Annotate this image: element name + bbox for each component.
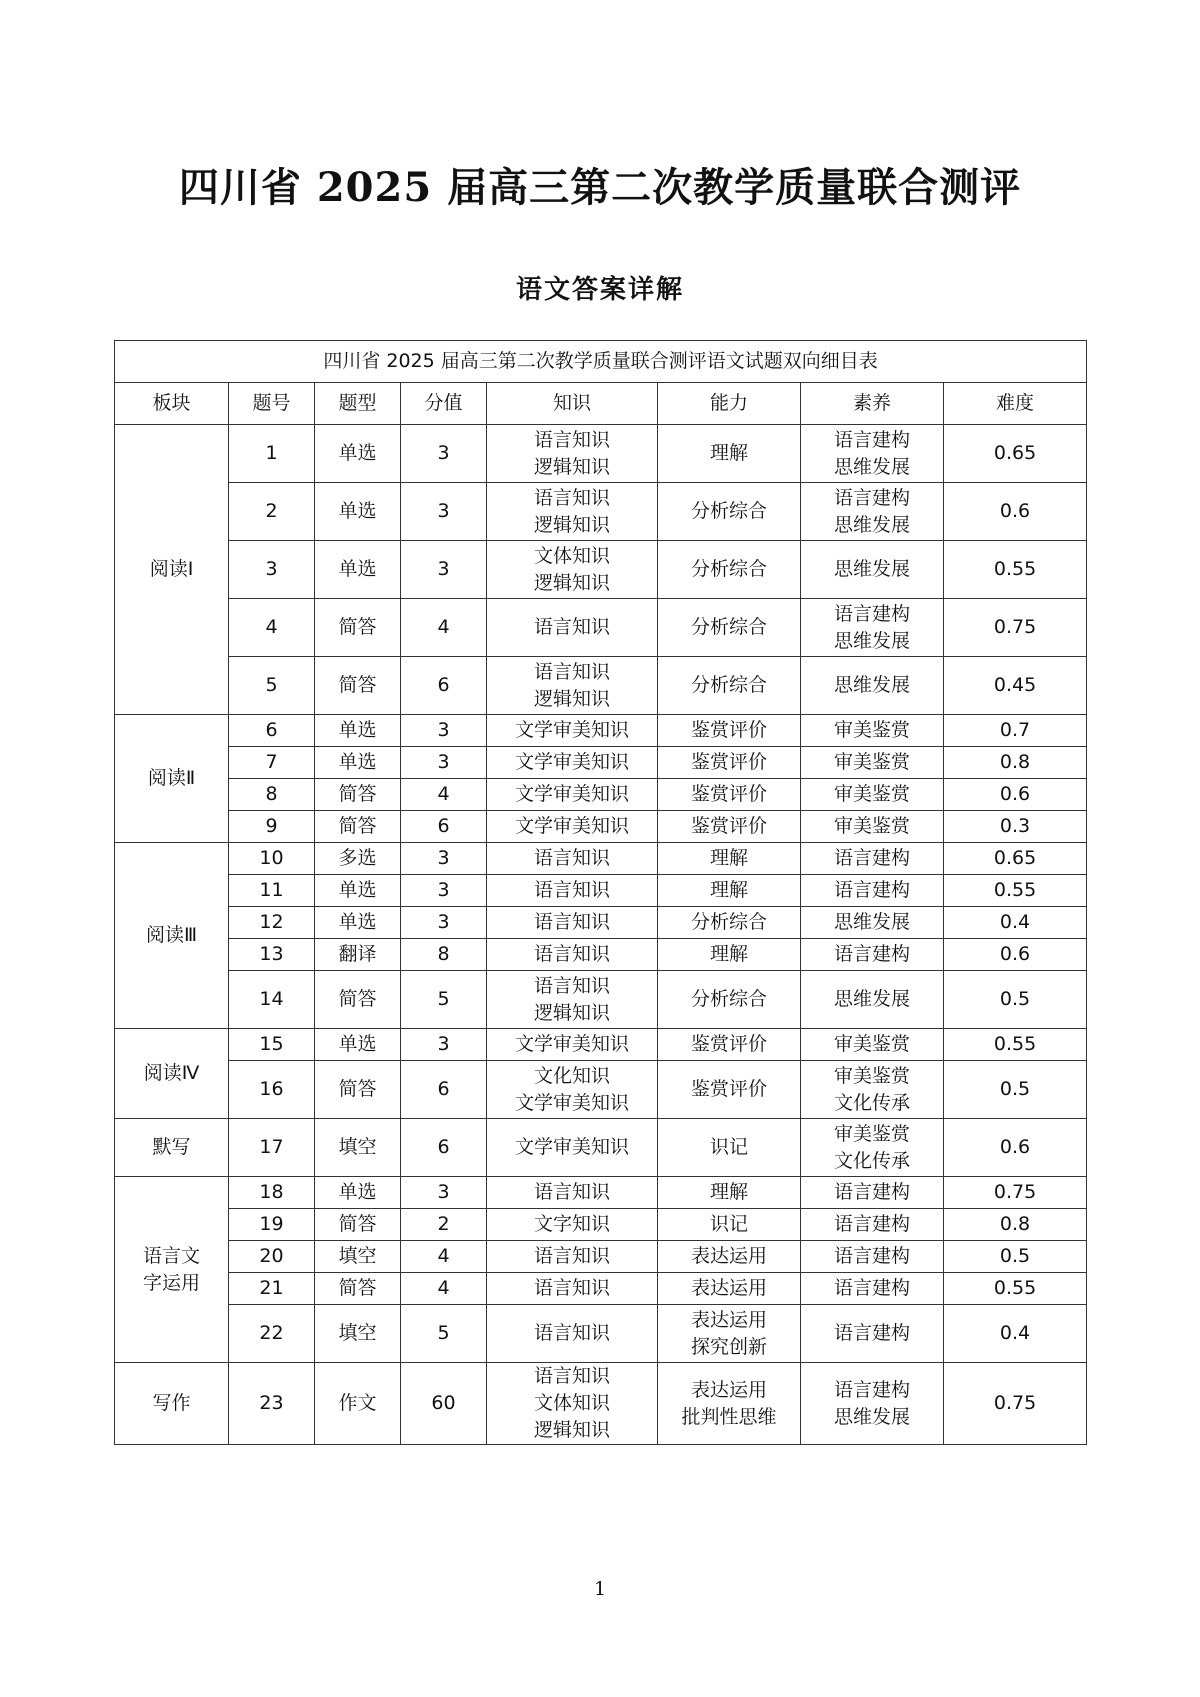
ability-cell: 鉴赏评价	[658, 1061, 801, 1119]
question-type-cell: 单选	[315, 747, 401, 779]
knowledge-cell: 文体知识 逻辑知识	[487, 541, 658, 599]
difficulty-cell: 0.4	[944, 907, 1087, 939]
knowledge-cell: 语言知识	[487, 939, 658, 971]
question-no-cell: 11	[229, 875, 315, 907]
specification-table	[114, 340, 1087, 1445]
question-no-cell: 2	[229, 483, 315, 541]
difficulty-cell: 0.65	[944, 843, 1087, 875]
difficulty-cell: 0.8	[944, 1209, 1087, 1241]
ability-cell: 表达运用 批判性思维	[658, 1363, 801, 1445]
question-no-cell: 15	[229, 1029, 315, 1061]
question-type-cell: 单选	[315, 715, 401, 747]
score-cell: 4	[401, 599, 487, 657]
difficulty-cell: 0.55	[944, 1273, 1087, 1305]
ability-cell: 鉴赏评价	[658, 747, 801, 779]
table-row	[115, 1029, 1087, 1061]
table-row	[115, 875, 1087, 907]
literacy-cell: 语言建构	[801, 1305, 944, 1363]
knowledge-cell: 文学审美知识	[487, 1119, 658, 1177]
score-cell: 2	[401, 1209, 487, 1241]
question-type-cell: 单选	[315, 875, 401, 907]
question-type-cell: 简答	[315, 811, 401, 843]
table-row	[115, 939, 1087, 971]
question-no-cell: 10	[229, 843, 315, 875]
literacy-cell: 审美鉴赏	[801, 779, 944, 811]
knowledge-cell: 语言知识	[487, 599, 658, 657]
difficulty-cell: 0.5	[944, 1061, 1087, 1119]
difficulty-cell: 0.75	[944, 1363, 1087, 1445]
difficulty-cell: 0.65	[944, 425, 1087, 483]
question-type-cell: 单选	[315, 425, 401, 483]
knowledge-cell: 语言知识	[487, 1273, 658, 1305]
knowledge-cell: 语言知识	[487, 875, 658, 907]
table-row	[115, 779, 1087, 811]
question-no-cell: 14	[229, 971, 315, 1029]
section-cell: 阅读Ⅰ	[115, 425, 229, 715]
literacy-cell: 思维发展	[801, 657, 944, 715]
score-cell: 3	[401, 483, 487, 541]
question-type-cell: 简答	[315, 1273, 401, 1305]
score-cell: 3	[401, 715, 487, 747]
question-no-cell: 9	[229, 811, 315, 843]
literacy-cell: 思维发展	[801, 907, 944, 939]
knowledge-cell: 文学审美知识	[487, 779, 658, 811]
score-cell: 8	[401, 939, 487, 971]
score-cell: 3	[401, 843, 487, 875]
section-cell: 默写	[115, 1119, 229, 1177]
question-no-cell: 22	[229, 1305, 315, 1363]
ability-cell: 识记	[658, 1119, 801, 1177]
table-row	[115, 1273, 1087, 1305]
ability-cell: 分析综合	[658, 541, 801, 599]
difficulty-cell: 0.55	[944, 875, 1087, 907]
literacy-cell: 审美鉴赏	[801, 715, 944, 747]
knowledge-cell: 语言知识	[487, 1177, 658, 1209]
table-row	[115, 1363, 1087, 1445]
header-difficulty: 难度	[944, 383, 1087, 425]
section-cell: 语言文 字运用	[115, 1177, 229, 1363]
question-type-cell: 简答	[315, 779, 401, 811]
table-row	[115, 483, 1087, 541]
score-cell: 6	[401, 811, 487, 843]
difficulty-cell: 0.3	[944, 811, 1087, 843]
question-no-cell: 18	[229, 1177, 315, 1209]
table-row	[115, 541, 1087, 599]
literacy-cell: 语言建构	[801, 939, 944, 971]
score-cell: 3	[401, 541, 487, 599]
knowledge-cell: 文化知识 文学审美知识	[487, 1061, 658, 1119]
table-row	[115, 747, 1087, 779]
score-cell: 3	[401, 425, 487, 483]
question-type-cell: 填空	[315, 1119, 401, 1177]
question-no-cell: 5	[229, 657, 315, 715]
header-question-no: 题号	[229, 383, 315, 425]
section-cell: 阅读Ⅲ	[115, 843, 229, 1029]
difficulty-cell: 0.4	[944, 1305, 1087, 1363]
ability-cell: 表达运用 探究创新	[658, 1305, 801, 1363]
difficulty-cell: 0.75	[944, 599, 1087, 657]
difficulty-cell: 0.6	[944, 483, 1087, 541]
score-cell: 3	[401, 1029, 487, 1061]
difficulty-cell: 0.55	[944, 1029, 1087, 1061]
table-row	[115, 811, 1087, 843]
literacy-cell: 语言建构	[801, 1241, 944, 1273]
ability-cell: 鉴赏评价	[658, 811, 801, 843]
difficulty-cell: 0.45	[944, 657, 1087, 715]
difficulty-cell: 0.6	[944, 939, 1087, 971]
literacy-cell: 语言建构	[801, 875, 944, 907]
ability-cell: 表达运用	[658, 1273, 801, 1305]
literacy-cell: 思维发展	[801, 971, 944, 1029]
header-ability: 能力	[658, 383, 801, 425]
question-no-cell: 23	[229, 1363, 315, 1445]
table-row	[115, 657, 1087, 715]
difficulty-cell: 0.75	[944, 1177, 1087, 1209]
knowledge-cell: 语言知识 逻辑知识	[487, 483, 658, 541]
table-caption-row	[115, 341, 1087, 383]
question-type-cell: 单选	[315, 1029, 401, 1061]
score-cell: 3	[401, 875, 487, 907]
ability-cell: 分析综合	[658, 657, 801, 715]
knowledge-cell: 文字知识	[487, 1209, 658, 1241]
score-cell: 6	[401, 1119, 487, 1177]
question-type-cell: 多选	[315, 843, 401, 875]
score-cell: 60	[401, 1363, 487, 1445]
document-subtitle: 语文答案详解	[515, 275, 684, 305]
knowledge-cell: 语言知识 逻辑知识	[487, 657, 658, 715]
literacy-cell: 审美鉴赏 文化传承	[801, 1119, 944, 1177]
header-literacy: 素养	[801, 383, 944, 425]
table-row	[115, 971, 1087, 1029]
knowledge-cell: 语言知识	[487, 1305, 658, 1363]
literacy-cell: 审美鉴赏 文化传承	[801, 1061, 944, 1119]
question-type-cell: 单选	[315, 541, 401, 599]
score-cell: 3	[401, 1177, 487, 1209]
score-cell: 3	[401, 747, 487, 779]
table-row	[115, 1119, 1087, 1177]
difficulty-cell: 0.7	[944, 715, 1087, 747]
literacy-cell: 思维发展	[801, 541, 944, 599]
question-type-cell: 填空	[315, 1241, 401, 1273]
ability-cell: 表达运用	[658, 1241, 801, 1273]
question-type-cell: 作文	[315, 1363, 401, 1445]
question-type-cell: 简答	[315, 599, 401, 657]
question-no-cell: 19	[229, 1209, 315, 1241]
literacy-cell: 语言建构	[801, 843, 944, 875]
literacy-cell: 语言建构 思维发展	[801, 483, 944, 541]
section-cell: 阅读Ⅳ	[115, 1029, 229, 1119]
question-type-cell: 填空	[315, 1305, 401, 1363]
ability-cell: 鉴赏评价	[658, 1029, 801, 1061]
table-row	[115, 907, 1087, 939]
difficulty-cell: 0.8	[944, 747, 1087, 779]
header-score: 分值	[401, 383, 487, 425]
knowledge-cell: 语言知识 逻辑知识	[487, 425, 658, 483]
section-cell: 阅读Ⅱ	[115, 715, 229, 843]
difficulty-cell: 0.5	[944, 971, 1087, 1029]
question-no-cell: 20	[229, 1241, 315, 1273]
table-row	[115, 715, 1087, 747]
knowledge-cell: 文学审美知识	[487, 1029, 658, 1061]
difficulty-cell: 0.5	[944, 1241, 1087, 1273]
header-knowledge: 知识	[487, 383, 658, 425]
knowledge-cell: 语言知识	[487, 1241, 658, 1273]
knowledge-cell: 语言知识 文体知识 逻辑知识	[487, 1363, 658, 1445]
knowledge-cell: 文学审美知识	[487, 715, 658, 747]
ability-cell: 理解	[658, 843, 801, 875]
document-title: 四川省 2025 届高三第二次教学质量联合测评	[178, 164, 1022, 211]
ability-cell: 识记	[658, 1209, 801, 1241]
score-cell: 5	[401, 971, 487, 1029]
knowledge-cell: 语言知识 逻辑知识	[487, 971, 658, 1029]
literacy-cell: 审美鉴赏	[801, 811, 944, 843]
table-caption: 四川省 2025 届高三第二次教学质量联合测评语文试题双向细目表	[115, 341, 1087, 383]
ability-cell: 分析综合	[658, 483, 801, 541]
question-type-cell: 单选	[315, 483, 401, 541]
difficulty-cell: 0.6	[944, 779, 1087, 811]
ability-cell: 理解	[658, 875, 801, 907]
question-type-cell: 简答	[315, 657, 401, 715]
question-type-cell: 单选	[315, 907, 401, 939]
table-row	[115, 425, 1087, 483]
ability-cell: 理解	[658, 939, 801, 971]
section-cell: 写作	[115, 1363, 229, 1445]
table-row	[115, 1241, 1087, 1273]
literacy-cell: 语言建构	[801, 1209, 944, 1241]
question-type-cell: 单选	[315, 1177, 401, 1209]
difficulty-cell: 0.55	[944, 541, 1087, 599]
question-type-cell: 简答	[315, 971, 401, 1029]
question-no-cell: 8	[229, 779, 315, 811]
ability-cell: 分析综合	[658, 599, 801, 657]
table-row	[115, 1177, 1087, 1209]
question-type-cell: 简答	[315, 1061, 401, 1119]
question-type-cell: 翻译	[315, 939, 401, 971]
knowledge-cell: 语言知识	[487, 843, 658, 875]
table-row	[115, 1209, 1087, 1241]
question-no-cell: 16	[229, 1061, 315, 1119]
table-header-row	[115, 383, 1087, 425]
knowledge-cell: 文学审美知识	[487, 747, 658, 779]
question-no-cell: 7	[229, 747, 315, 779]
header-question-type: 题型	[315, 383, 401, 425]
score-cell: 6	[401, 657, 487, 715]
literacy-cell: 语言建构 思维发展	[801, 425, 944, 483]
question-no-cell: 4	[229, 599, 315, 657]
literacy-cell: 语言建构	[801, 1177, 944, 1209]
header-section: 板块	[115, 383, 229, 425]
table-row	[115, 599, 1087, 657]
literacy-cell: 语言建构 思维发展	[801, 599, 944, 657]
question-no-cell: 13	[229, 939, 315, 971]
knowledge-cell: 文学审美知识	[487, 811, 658, 843]
score-cell: 3	[401, 907, 487, 939]
table-row	[115, 1061, 1087, 1119]
literacy-cell: 审美鉴赏	[801, 1029, 944, 1061]
literacy-cell: 语言建构	[801, 1273, 944, 1305]
ability-cell: 理解	[658, 1177, 801, 1209]
question-type-cell: 简答	[315, 1209, 401, 1241]
question-no-cell: 17	[229, 1119, 315, 1177]
question-no-cell: 21	[229, 1273, 315, 1305]
question-no-cell: 12	[229, 907, 315, 939]
page-number: 1	[593, 1578, 607, 1600]
ability-cell: 分析综合	[658, 971, 801, 1029]
score-cell: 4	[401, 1241, 487, 1273]
literacy-cell: 语言建构 思维发展	[801, 1363, 944, 1445]
score-cell: 6	[401, 1061, 487, 1119]
question-no-cell: 1	[229, 425, 315, 483]
ability-cell: 鉴赏评价	[658, 715, 801, 747]
score-cell: 5	[401, 1305, 487, 1363]
ability-cell: 分析综合	[658, 907, 801, 939]
knowledge-cell: 语言知识	[487, 907, 658, 939]
ability-cell: 鉴赏评价	[658, 779, 801, 811]
ability-cell: 理解	[658, 425, 801, 483]
difficulty-cell: 0.6	[944, 1119, 1087, 1177]
question-no-cell: 3	[229, 541, 315, 599]
table-row	[115, 1305, 1087, 1363]
score-cell: 4	[401, 1273, 487, 1305]
table-row	[115, 843, 1087, 875]
score-cell: 4	[401, 779, 487, 811]
question-no-cell: 6	[229, 715, 315, 747]
literacy-cell: 审美鉴赏	[801, 747, 944, 779]
